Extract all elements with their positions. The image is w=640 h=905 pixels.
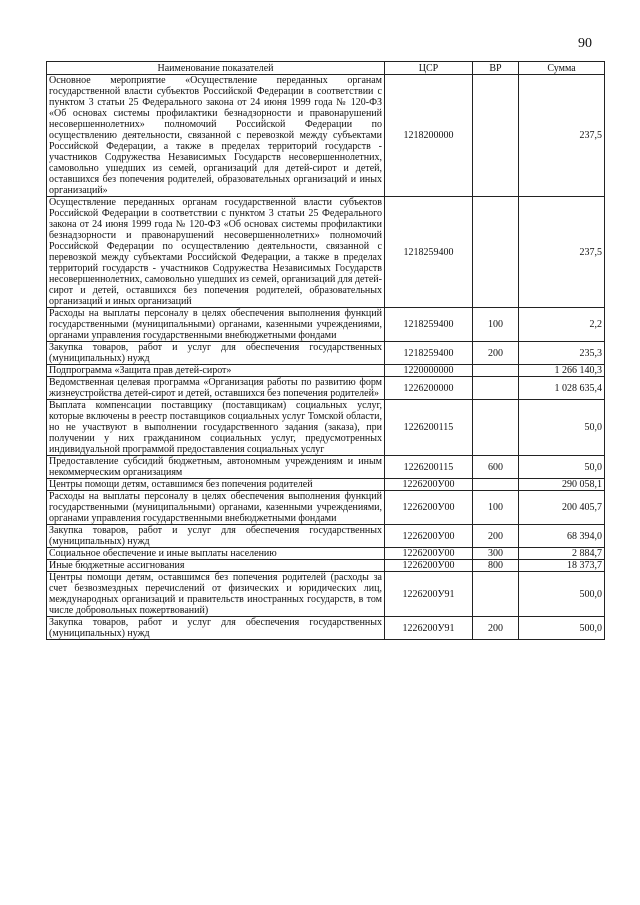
table-body (47, 75, 605, 640)
cell-csr: 1226200У00 (385, 560, 473, 572)
table-row (47, 365, 605, 377)
table-row (47, 308, 605, 342)
cell-name: Центры помощи детям, оставшимся без попечения родителей (47, 479, 385, 491)
cell-sum: 237,5 (519, 197, 605, 308)
cell-csr: 1226200У00 (385, 479, 473, 491)
cell-vr (473, 400, 519, 456)
cell-sum: 1 266 140,3 (519, 365, 605, 377)
table-row (47, 560, 605, 572)
cell-sum: 500,0 (519, 617, 605, 640)
cell-name: Закупка товаров, работ и услуг для обеспечения государственных (муниципальных) нужд (47, 342, 385, 365)
cell-sum: 200 405,7 (519, 491, 605, 525)
cell-name: Ведомственная целевая программа «Организация работы по развитию форм жизнеустройства детей-сирот и детей, оставшихся без попечения родителей» (47, 377, 385, 400)
budget-table (46, 61, 605, 640)
cell-csr: 1218259400 (385, 308, 473, 342)
table-row (47, 572, 605, 617)
header-name: Наименование показателей (47, 62, 385, 75)
table-row (47, 617, 605, 640)
cell-csr: 1226200У00 (385, 491, 473, 525)
cell-sum: 290 058,1 (519, 479, 605, 491)
cell-csr: 1226200У91 (385, 572, 473, 617)
cell-name: Расходы на выплаты персоналу в целях обеспечения выполнения функций государственными (муниципальными) органами, казенными учреждениями, органами управления государственными внебюджетными фондами (47, 491, 385, 525)
cell-vr: 200 (473, 617, 519, 640)
cell-csr: 1226200У91 (385, 617, 473, 640)
table-row (47, 377, 605, 400)
cell-vr (473, 75, 519, 197)
table-row (47, 75, 605, 197)
cell-name: Расходы на выплаты персоналу в целях обеспечения выполнения функций государственными (муниципальными) органами, казенными учреждениями, органами управления государственными внебюджетными фондами (47, 308, 385, 342)
table-row (47, 548, 605, 560)
cell-vr (473, 572, 519, 617)
cell-name: Социальное обеспечение и иные выплаты населению (47, 548, 385, 560)
cell-vr: 800 (473, 560, 519, 572)
cell-csr: 1226200000 (385, 377, 473, 400)
table-row (47, 479, 605, 491)
cell-vr (473, 479, 519, 491)
cell-sum: 18 373,7 (519, 560, 605, 572)
cell-csr: 1218259400 (385, 342, 473, 365)
cell-sum: 2,2 (519, 308, 605, 342)
cell-name: Основное мероприятие «Осуществление переданных органам государственной власти субъектов Российской Федерации в соответствии с пунктом 3 статьи 25 Федерального закона от 24 июня 1999 года № 120-ФЗ «Об основах системы профилактики безнадзорности и правонарушений несовершеннолетних» полномочий Российской Федерации по осуществлению деятельности, связанной с перевозкой между субъектами Российской Федерации, а также в пределах территорий государств - участников Содружества Независимых Государств несовершеннолетних, самовольно ушедших из семей, организаций для детей-сирот и детей, оставшихся без попечения родителей, образовательных организаций и иных организаций» (47, 75, 385, 197)
table-header-row (47, 62, 605, 75)
table-row (47, 456, 605, 479)
cell-sum: 1 028 635,4 (519, 377, 605, 400)
cell-sum: 50,0 (519, 400, 605, 456)
table-row (47, 342, 605, 365)
table-row (47, 400, 605, 456)
cell-csr: 1226200115 (385, 400, 473, 456)
table-row (47, 197, 605, 308)
cell-csr: 1218200000 (385, 75, 473, 197)
header-sum: Сумма (519, 62, 605, 75)
header-vr: ВР (473, 62, 519, 75)
cell-name: Центры помощи детям, оставшимся без попечения родителей (расходы за счет безвозмездных перечислений от физических и юридических лиц, международных организаций и правительств иностранных государств, в том числе добровольных пожертвований) (47, 572, 385, 617)
cell-name: Осуществление переданных органам государственной власти субъектов Российской Федерации в соответствии с пунктом 3 статьи 25 Федерального закона от 24 июня 1999 года № 120-ФЗ «Об основах системы профилактики безнадзорности и правонарушений несовершеннолетних» полномочий Российской Федерации по осуществлению деятельности, связанной с перевозкой между субъектами Российской Федерации, а также в пределах территорий государств - участников Содружества Независимых Государств несовершеннолетних, самовольно ушедших из семей, организаций для детей-сирот и детей, оставшихся без попечения родителей, образовательных организаций и иных организаций (47, 197, 385, 308)
cell-csr: 1218259400 (385, 197, 473, 308)
cell-vr (473, 197, 519, 308)
cell-sum: 68 394,0 (519, 525, 605, 548)
cell-name: Закупка товаров, работ и услуг для обеспечения государственных (муниципальных) нужд (47, 525, 385, 548)
table-row (47, 525, 605, 548)
cell-vr: 200 (473, 525, 519, 548)
cell-vr: 100 (473, 308, 519, 342)
cell-name: Иные бюджетные ассигнования (47, 560, 385, 572)
cell-csr: 1220000000 (385, 365, 473, 377)
cell-vr: 600 (473, 456, 519, 479)
cell-name: Подпрограмма «Защита прав детей-сирот» (47, 365, 385, 377)
table-row (47, 491, 605, 525)
cell-sum: 237,5 (519, 75, 605, 197)
cell-sum: 50,0 (519, 456, 605, 479)
cell-csr: 1226200У00 (385, 548, 473, 560)
cell-vr: 100 (473, 491, 519, 525)
cell-sum: 2 884,7 (519, 548, 605, 560)
cell-sum: 500,0 (519, 572, 605, 617)
cell-csr: 1226200115 (385, 456, 473, 479)
cell-name: Выплата компенсации поставщику (поставщикам) социальных услуг, которые включены в реестр поставщиков социальных услуг Томской области, но не участвуют в выполнении государственного задания (заказа), при получении у них гражданином социальных услуг, предусмотренных индивидуальной программой предоставления социальных услуг (47, 400, 385, 456)
header-csr: ЦСР (385, 62, 473, 75)
cell-vr: 300 (473, 548, 519, 560)
cell-sum: 235,3 (519, 342, 605, 365)
cell-name: Закупка товаров, работ и услуг для обеспечения государственных (муниципальных) нужд (47, 617, 385, 640)
cell-vr (473, 377, 519, 400)
cell-vr (473, 365, 519, 377)
page-number: 90 (578, 36, 592, 51)
cell-vr: 200 (473, 342, 519, 365)
cell-csr: 1226200У00 (385, 525, 473, 548)
cell-name: Предоставление субсидий бюджетным, автономным учреждениям и иным некоммерческим организациям (47, 456, 385, 479)
